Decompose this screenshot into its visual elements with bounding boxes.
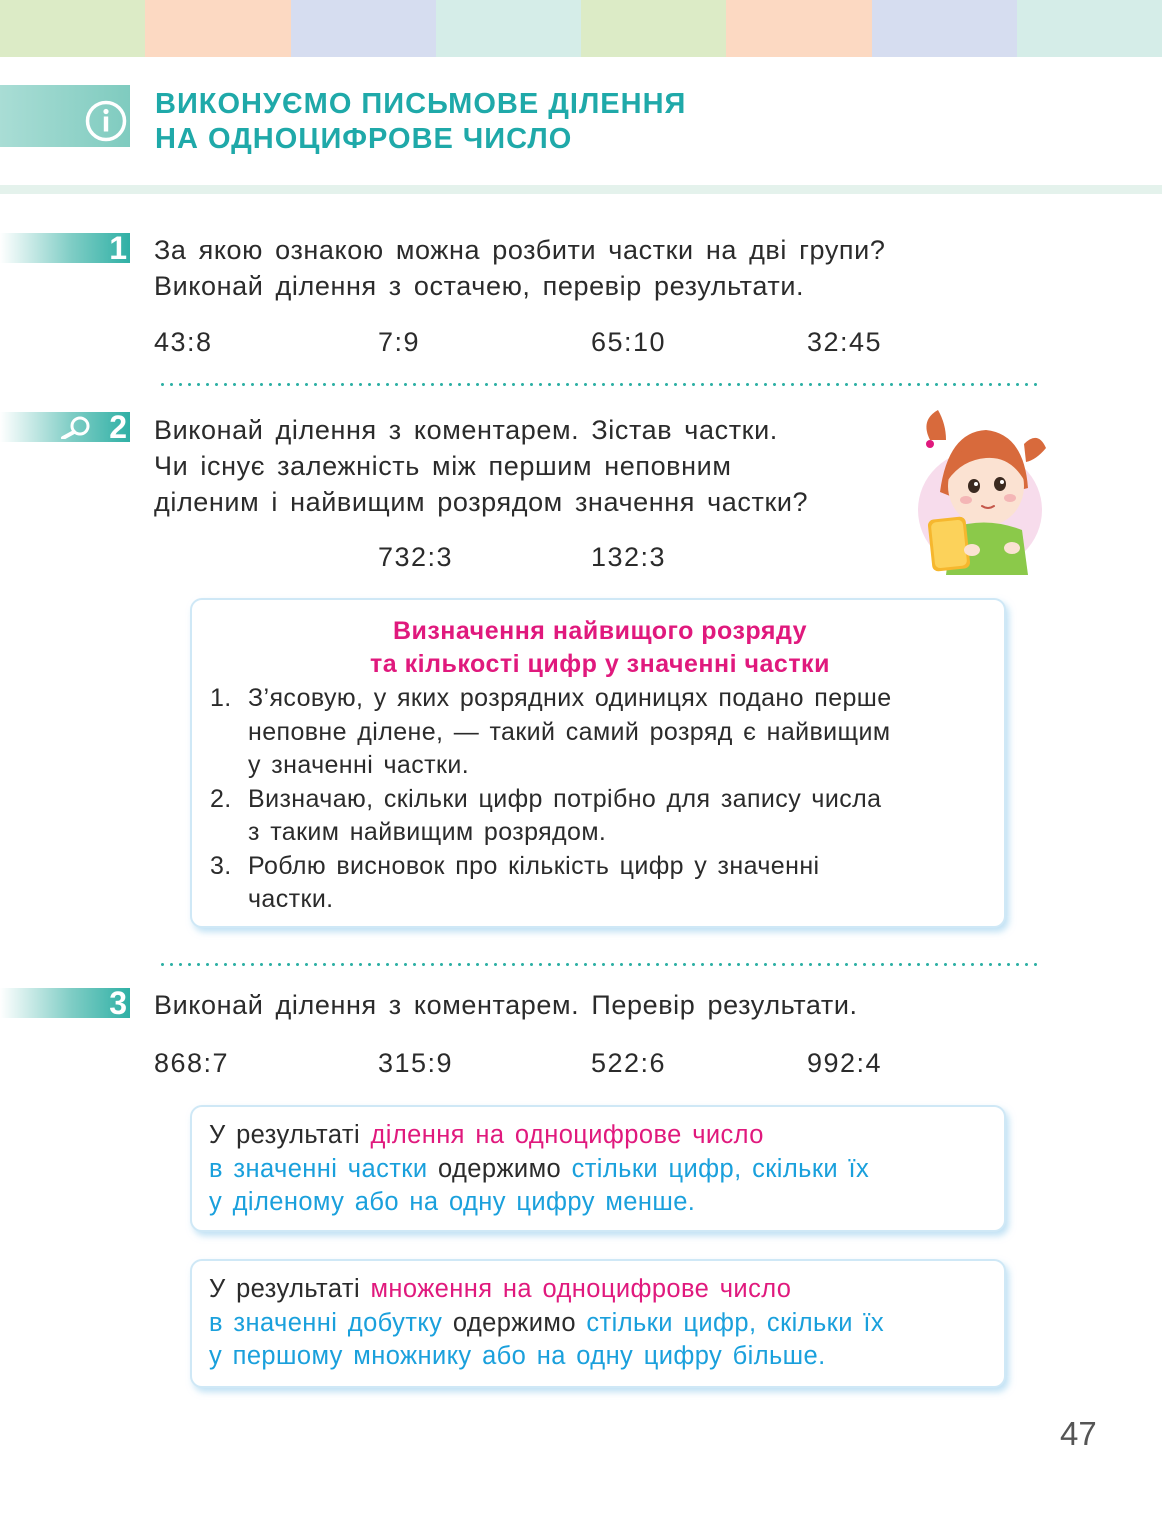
task-text (154, 412, 808, 520)
rule-item-line: у значенні частки. (248, 751, 470, 779)
summary-line (209, 1153, 999, 1187)
multiplication-summary-box (190, 1259, 1006, 1388)
expression: 65:10 (591, 327, 667, 357)
rule-item-number: 3. (210, 851, 232, 880)
task-number: 1 (109, 230, 127, 266)
magnifier-icon (59, 415, 95, 439)
rule-item-line: З’ясовую, у яких розрядних одиницях подано перше (248, 684, 892, 712)
task-number-band (0, 409, 130, 445)
color-strip (0, 0, 145, 57)
rule-item (210, 850, 990, 917)
summary-fragment: одержимо (427, 1154, 572, 1183)
color-strip (145, 0, 290, 57)
summary-highlight: в значенні добутку (209, 1308, 443, 1337)
division-summary-text (209, 1119, 999, 1220)
top-color-strips (0, 0, 1162, 57)
rule-title: Визначення найвищого розряду (392, 617, 808, 645)
expression: 315:9 (378, 1048, 454, 1078)
expression: 43:8 (154, 327, 213, 357)
task-line: Виконай ділення з коментарем. Перевір результати. (154, 990, 858, 1020)
summary-highlight: стільки цифр, скільки їх (586, 1308, 884, 1337)
task-text (154, 232, 885, 304)
task-line: Виконай ділення з остачею, перевір результати. (154, 271, 805, 301)
summary-highlight: ділення на одноцифрове число (370, 1121, 764, 1149)
summary-line (209, 1186, 999, 1220)
summary-highlight: у першому множнику або на одну цифру більше. (209, 1342, 826, 1370)
rule-item-line: з таким найвищим розрядом. (248, 818, 607, 846)
rule-item-line: частки. (248, 885, 334, 913)
color-strip (581, 0, 726, 57)
summary-highlight: стільки цифр, скільки їх (571, 1154, 870, 1183)
summary-highlight: у діленому або на одну цифру менше. (209, 1188, 696, 1216)
summary-line (209, 1119, 999, 1153)
expression: 992:4 (807, 1048, 883, 1078)
task-line: діленим і найвищим розрядом значення частки? (154, 487, 809, 517)
expression: 32:45 (807, 327, 883, 357)
task-line: Чи існує залежність між першим неповним (154, 451, 732, 481)
task-number-band (0, 985, 130, 1021)
summary-fragment: У результаті (209, 1121, 371, 1149)
topic-divider (0, 185, 1162, 194)
expression: 132:3 (591, 542, 667, 572)
rule-item (210, 682, 990, 783)
page-title-line: НА ОДНОЦИФРОВЕ ЧИСЛО (155, 123, 573, 155)
rule-box (190, 598, 1006, 928)
topic-header (0, 85, 1162, 185)
rule-title: та кількості цифр у значенні частки (370, 650, 830, 678)
summary-line (209, 1340, 999, 1374)
expression: 732:3 (378, 542, 454, 572)
color-strip (436, 0, 581, 57)
task-number: 2 (109, 409, 127, 445)
dotted-divider (158, 383, 1040, 386)
color-strip (291, 0, 436, 57)
rule-item-number: 2. (210, 784, 232, 813)
rule-item-line: неповне ділене, — такий самий розряд є найвищим (248, 717, 891, 746)
page-title (155, 87, 686, 157)
summary-highlight: множення на одноцифрове число (370, 1275, 792, 1303)
task-text (154, 987, 858, 1023)
division-summary-box (190, 1105, 1006, 1232)
multiplication-summary-text (209, 1273, 999, 1374)
task-number: 3 (109, 985, 127, 1021)
task-line: За якою ознакою можна розбити частки на дві групи? (154, 235, 886, 265)
color-strip (872, 0, 1017, 57)
task-line: Виконай ділення з коментарем. Зістав частки. (154, 415, 778, 445)
task-number-band (0, 230, 130, 266)
rule-item-line: Роблю висновок про кількість цифр у значенні (248, 851, 820, 880)
summary-highlight: в значенні частки (209, 1154, 428, 1183)
summary-line (209, 1273, 999, 1307)
rule-item (210, 783, 990, 850)
color-strip (726, 0, 871, 57)
page-title-line: ВИКОНУЄМО ПИСЬМОВЕ ДІЛЕННЯ (155, 88, 687, 120)
rule-item-line: Визначаю, скільки цифр потрібно для запису числа (248, 784, 882, 813)
expression: 868:7 (154, 1048, 230, 1078)
expression: 7:9 (378, 327, 421, 357)
rule-list (210, 682, 990, 917)
dotted-divider (158, 963, 1040, 966)
color-strip (1017, 0, 1162, 57)
info-icon (84, 99, 128, 143)
summary-fragment: У результаті (209, 1275, 371, 1303)
girl-illustration (900, 400, 1050, 575)
page-number: 47 (1060, 1415, 1097, 1452)
summary-line (209, 1307, 999, 1341)
rule-item-number: 1. (210, 684, 232, 712)
summary-fragment: одержимо (442, 1308, 587, 1337)
topic-band (0, 85, 130, 147)
expression: 522:6 (591, 1048, 667, 1078)
